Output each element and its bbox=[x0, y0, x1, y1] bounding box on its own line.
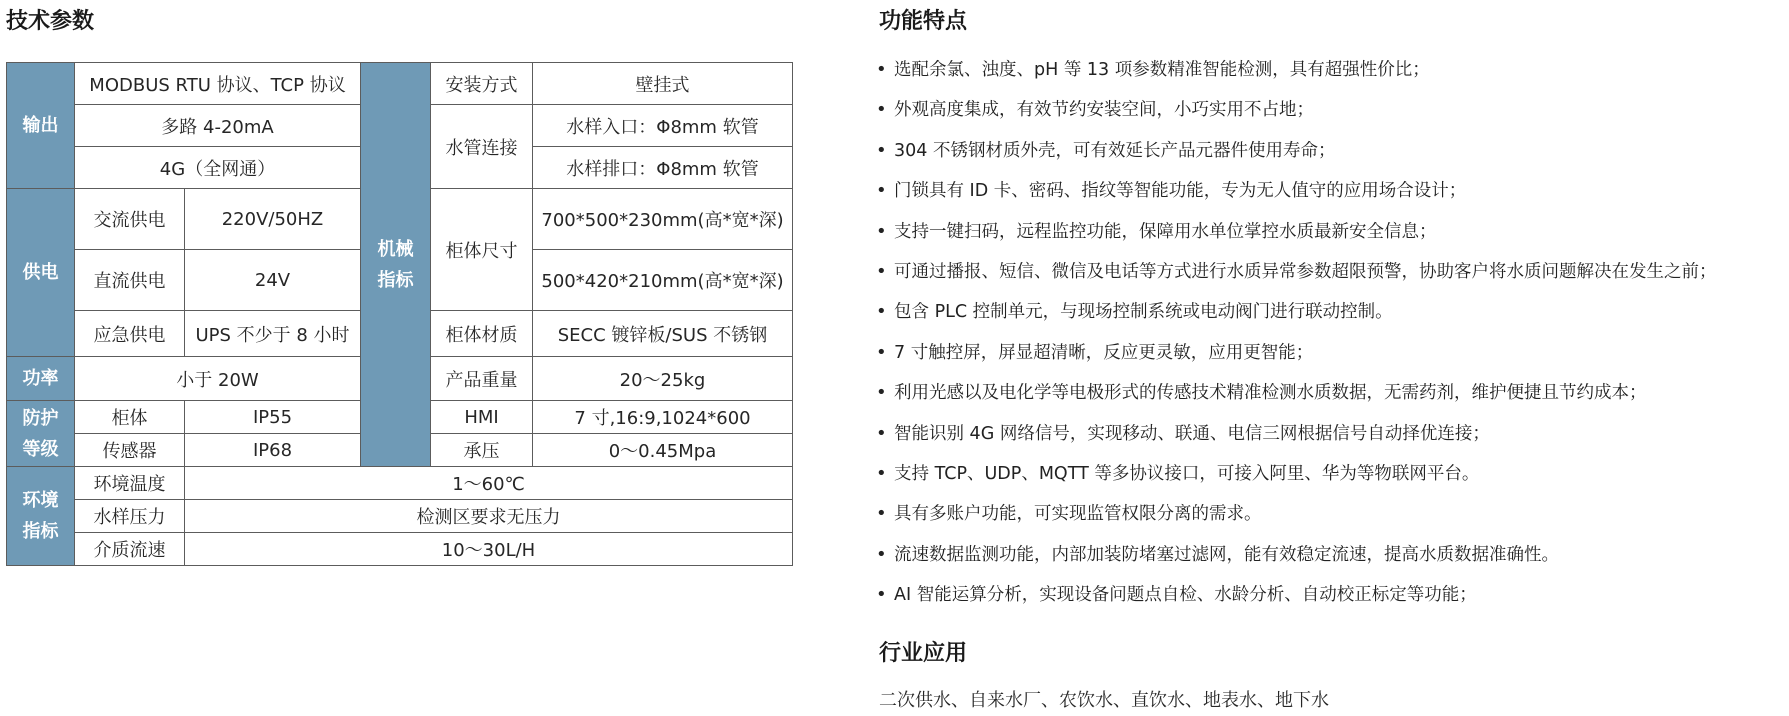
sensor-value: IP68 bbox=[185, 434, 361, 467]
spec-table bbox=[6, 62, 793, 566]
feature-item bbox=[876, 535, 1781, 575]
feature-text: 利用光感以及电化学等电极形式的传感技术精准检测水质数据，无需药剂，维护便捷且节约成本； bbox=[894, 383, 1647, 404]
feature-item bbox=[876, 575, 1781, 615]
feature-text: 门锁具有 ID 卡、密码、指纹等智能功能，专为无人值守的应用场合设计； bbox=[894, 181, 1467, 202]
group-consumption bbox=[7, 357, 75, 401]
feature-list bbox=[876, 50, 1781, 615]
feature-item bbox=[876, 50, 1781, 90]
bearing-value: 0～0.45Mpa bbox=[533, 434, 793, 467]
feature-text: 304 不锈钢材质外壳，可有效延长产品元器件使用寿命； bbox=[894, 140, 1336, 161]
applications-section-title: 行业应用 bbox=[879, 641, 968, 666]
bullet-icon: • bbox=[876, 584, 887, 606]
feature-text: 可通过播报、短信、微信及电话等方式进行水质异常参数超限预警，协助客户将水质问题解决在发生之前； bbox=[894, 261, 1717, 282]
size-value-a: 700*500*230mm(高*宽*深) bbox=[533, 189, 793, 250]
group-label: 功率 bbox=[22, 368, 59, 389]
consumption-value: 小于 20W bbox=[75, 357, 361, 401]
table-row bbox=[7, 500, 793, 533]
feature-item bbox=[876, 494, 1781, 534]
install-value: 壁挂式 bbox=[533, 63, 793, 105]
spec-section-title: 技术参数 bbox=[6, 9, 95, 34]
feature-text: 7 寸触控屏，屏显超清晰，反应更灵敏，应用更智能； bbox=[894, 342, 1314, 363]
group-label: 防护 bbox=[22, 407, 59, 429]
applications-text: 二次供水、自来水厂、农饮水、直饮水、地表水、地下水 bbox=[879, 690, 1329, 711]
group-label: 指标 bbox=[377, 269, 414, 291]
size-value-b: 500*420*210mm(高*宽*深) bbox=[533, 250, 793, 311]
install-label: 安装方式 bbox=[431, 63, 533, 105]
feature-item bbox=[876, 131, 1781, 171]
group-mechanical bbox=[361, 63, 431, 467]
group-label: 输出 bbox=[22, 115, 59, 136]
feature-item bbox=[876, 171, 1781, 211]
group-power bbox=[7, 189, 75, 357]
feature-item bbox=[876, 333, 1781, 373]
feature-text: 包含 PLC 控制单元，与现场控制系统或电动阀门进行联动控制。 bbox=[894, 302, 1393, 323]
feature-item bbox=[876, 373, 1781, 413]
table-row bbox=[7, 533, 793, 566]
feature-item bbox=[876, 454, 1781, 494]
feature-text: 支持一键扫码，远程监控功能，保障用水单位掌控水质最新安全信息； bbox=[894, 221, 1437, 242]
feature-text: 智能识别 4G 网络信号，实现移动、联通、电信三网根据信号自动择优连接； bbox=[894, 423, 1490, 444]
ups-value: UPS 不少于 8 小时 bbox=[185, 311, 361, 357]
flow-label: 介质流速 bbox=[75, 533, 185, 566]
ac-power-value: 220V/50HZ bbox=[185, 189, 361, 250]
feature-item bbox=[876, 414, 1781, 454]
feature-text: 支持 TCP、UDP、MQTT 等多协议接口，可接入阿里、华为等物联网平台。 bbox=[894, 463, 1480, 484]
pipe-label: 水管连接 bbox=[431, 105, 533, 189]
dc-power-label: 直流供电 bbox=[75, 250, 185, 311]
weight-label: 产品重量 bbox=[431, 357, 533, 401]
bullet-icon: • bbox=[876, 462, 887, 484]
weight-value: 20～25kg bbox=[533, 357, 793, 401]
cabinet-label: 柜体 bbox=[75, 401, 185, 434]
bullet-icon: • bbox=[876, 220, 887, 242]
feature-text: 具有多账户功能，可实现监管权限分离的需求。 bbox=[894, 504, 1262, 525]
feature-text: 外观高度集成，有效节约安装空间，小巧实用不占地； bbox=[894, 100, 1314, 121]
pressure-label: 水样压力 bbox=[75, 500, 185, 533]
output-modbus: MODBUS RTU 协议、TCP 协议 bbox=[75, 63, 361, 105]
features-section-title: 功能特点 bbox=[879, 9, 968, 34]
feature-item bbox=[876, 90, 1781, 130]
material-label: 柜体材质 bbox=[431, 311, 533, 357]
output-analog: 多路 4-20mA bbox=[75, 105, 361, 147]
temp-value: 1～60℃ bbox=[185, 467, 793, 500]
feature-text: AI 智能运算分析，实现设备问题点自检、水龄分析、自动校正标定等功能； bbox=[894, 585, 1477, 606]
bullet-icon: • bbox=[876, 260, 887, 282]
table-row bbox=[7, 467, 793, 500]
hmi-value: 7 寸,16:9,1024*600 bbox=[533, 401, 793, 434]
table-row bbox=[7, 63, 793, 105]
group-label: 等级 bbox=[22, 438, 59, 460]
output-network: 4G（全网通） bbox=[75, 147, 361, 189]
bullet-icon: • bbox=[876, 139, 887, 161]
group-protection bbox=[7, 401, 75, 467]
bullet-icon: • bbox=[876, 341, 887, 363]
cabinet-value: IP55 bbox=[185, 401, 361, 434]
group-output bbox=[7, 63, 75, 189]
bullet-icon: • bbox=[876, 382, 887, 404]
flow-value: 10～30L/H bbox=[185, 533, 793, 566]
material-value: SECC 镀锌板/SUS 不锈钢 bbox=[533, 311, 793, 357]
bullet-icon: • bbox=[876, 180, 887, 202]
temp-label: 环境温度 bbox=[75, 467, 185, 500]
bullet-icon: • bbox=[876, 59, 887, 80]
group-environment bbox=[7, 467, 75, 566]
pressure-value: 检测区要求无压力 bbox=[185, 500, 793, 533]
bullet-icon: • bbox=[876, 422, 887, 444]
group-label: 指标 bbox=[22, 521, 59, 542]
feature-text: 流速数据监测功能，内部加装防堵塞过滤网，能有效稳定流速，提高水质数据准确性。 bbox=[894, 544, 1559, 565]
group-label: 供电 bbox=[22, 262, 59, 283]
bullet-icon: • bbox=[876, 301, 887, 323]
sensor-label: 传感器 bbox=[75, 434, 185, 467]
group-label: 机械 bbox=[377, 238, 414, 260]
hmi-label: HMI bbox=[431, 401, 533, 434]
size-label: 柜体尺寸 bbox=[431, 189, 533, 311]
pipe-inlet: 水样入口：Φ8mm 软管 bbox=[533, 105, 793, 147]
feature-item bbox=[876, 252, 1781, 292]
bearing-label: 承压 bbox=[431, 434, 533, 467]
bullet-icon: • bbox=[876, 543, 887, 565]
feature-text: 选配余氯、浊度、pH 等 13 项参数精准智能检测，具有超强性价比； bbox=[894, 60, 1430, 80]
bullet-icon: • bbox=[876, 503, 887, 525]
bullet-icon: • bbox=[876, 99, 887, 121]
feature-item bbox=[876, 292, 1781, 332]
group-label: 环境 bbox=[22, 490, 59, 511]
pipe-outlet: 水样排口：Φ8mm 软管 bbox=[533, 147, 793, 189]
ups-label: 应急供电 bbox=[75, 311, 185, 357]
dc-power-value: 24V bbox=[185, 250, 361, 311]
ac-power-label: 交流供电 bbox=[75, 189, 185, 250]
feature-item bbox=[876, 212, 1781, 252]
